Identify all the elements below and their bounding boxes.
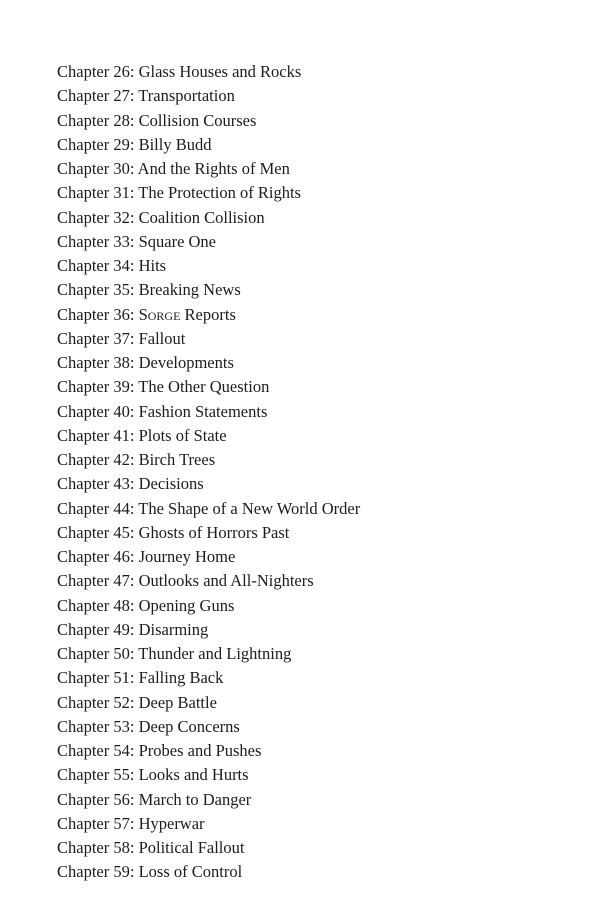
chapter-label: Chapter 47: [57, 571, 135, 591]
toc-entry[interactable] [57, 521, 360, 545]
chapter-label: Chapter 34: [57, 256, 135, 275]
chapter-title: The Other Question [138, 377, 270, 397]
chapter-title: Fashion Statements [138, 401, 268, 421]
toc-entry[interactable] [57, 739, 360, 763]
toc-entry[interactable] [57, 472, 360, 496]
chapter-label: Chapter 39: [57, 377, 135, 397]
toc-entry[interactable] [57, 618, 360, 642]
toc-entry[interactable] [57, 133, 360, 157]
chapter-title: Falling Back [138, 668, 224, 688]
chapter-label: Chapter 40: [57, 401, 135, 421]
chapter-title: Thunder and Lightning [138, 644, 292, 663]
toc-entry[interactable] [57, 642, 360, 666]
chapter-title: Collision Courses [138, 110, 257, 130]
toc-entry[interactable] [57, 788, 360, 812]
chapter-label: Chapter 46: [57, 547, 135, 566]
chapter-label: Chapter 31: [57, 183, 135, 203]
chapter-label: Chapter 48: [57, 595, 135, 615]
toc-entry[interactable] [57, 424, 360, 448]
toc-entry[interactable] [57, 715, 360, 739]
chapter-title [139, 305, 236, 324]
chapter-title: Transportation [138, 86, 235, 106]
chapter-label: Chapter 36: [57, 304, 135, 324]
chapter-label: Chapter 32: [57, 207, 135, 227]
chapter-title: Journey Home [138, 547, 236, 566]
chapter-title: Billy Budd [138, 134, 212, 154]
toc-entry[interactable] [57, 691, 360, 715]
chapter-label: Chapter 52: [57, 692, 135, 712]
chapter-label: Chapter 58: [57, 838, 135, 857]
chapter-label: Chapter 41: [57, 425, 135, 445]
toc-entry[interactable] [57, 812, 360, 836]
chapter-title: Decisions [138, 474, 204, 494]
toc-entry[interactable] [57, 230, 360, 254]
chapter-title: Deep Concerns [138, 716, 240, 736]
chapter-label: Chapter 26: [57, 62, 135, 81]
toc-entry[interactable] [57, 763, 360, 787]
toc-entry[interactable] [57, 569, 360, 593]
chapter-label: Chapter 27: [57, 86, 135, 106]
chapter-title: The Shape of a New World Order [138, 498, 361, 518]
chapter-title: Loss of Control [138, 862, 243, 882]
chapter-title: Looks and Hurts [138, 765, 249, 785]
toc-entry[interactable] [57, 351, 360, 375]
chapter-label: Chapter 59: [57, 862, 135, 882]
chapter-title: Ghosts of Horrors Past [138, 522, 290, 542]
chapter-title: March to Danger [138, 789, 252, 809]
toc-entry[interactable] [57, 836, 360, 860]
chapter-title: Developments [138, 353, 234, 372]
chapter-label: Chapter 44: [57, 498, 135, 518]
toc-entry[interactable] [57, 400, 360, 424]
chapter-title: The Protection of Rights [138, 183, 301, 203]
chapter-label: Chapter 57: [57, 813, 135, 833]
toc-entry[interactable] [57, 545, 360, 569]
chapter-title: Hyperwar [138, 813, 205, 833]
toc-entry[interactable] [57, 60, 360, 84]
chapter-label: Chapter 33: [57, 231, 135, 251]
toc-entry[interactable] [57, 109, 360, 133]
toc-entry[interactable] [57, 157, 360, 181]
chapter-title: Hits [138, 256, 167, 275]
chapter-label: Chapter 30: [57, 159, 135, 178]
chapter-label: Chapter 45: [57, 522, 135, 542]
chapter-title: Deep Battle [138, 692, 217, 712]
chapter-title: Breaking News [138, 280, 241, 300]
chapter-title: Opening Guns [138, 595, 235, 615]
chapter-title-rest: Reports [180, 304, 236, 324]
toc-entry[interactable] [57, 327, 360, 351]
chapter-label: Chapter 49: [57, 619, 135, 639]
toc-entry[interactable] [57, 84, 360, 108]
chapter-title: And the Rights of Men [137, 159, 290, 178]
chapter-title: Probes and Pushes [138, 741, 262, 760]
chapter-title: Fallout [138, 328, 186, 348]
chapter-title: Political Fallout [138, 838, 245, 857]
toc-entry[interactable] [57, 497, 360, 521]
chapter-title: Disarming [138, 619, 209, 639]
table-of-contents [57, 60, 360, 885]
toc-entry[interactable] [57, 666, 360, 690]
toc-entry[interactable] [57, 254, 360, 278]
toc-entry[interactable] [57, 278, 360, 302]
chapter-label: Chapter 56: [57, 789, 135, 809]
toc-entry[interactable] [57, 181, 360, 205]
toc-entry[interactable] [57, 206, 360, 230]
chapter-title: Coalition Collision [138, 207, 265, 227]
toc-entry[interactable] [57, 594, 360, 618]
chapter-title: Birch Trees [138, 450, 216, 469]
toc-entry[interactable] [57, 448, 360, 472]
chapter-label: Chapter 50: [57, 644, 135, 663]
chapter-label: Chapter 38: [57, 353, 135, 372]
chapter-label: Chapter 51: [57, 668, 135, 688]
chapter-title: Outlooks and All-Nighters [138, 571, 314, 591]
chapter-label: Chapter 37: [57, 328, 135, 348]
chapter-label: Chapter 42: [57, 450, 135, 469]
toc-entry[interactable] [57, 375, 360, 399]
chapter-title-small-caps: Sorge [138, 304, 181, 324]
chapter-label: Chapter 43: [57, 474, 135, 494]
chapter-title: Square One [138, 231, 217, 251]
chapter-label: Chapter 53: [57, 716, 135, 736]
chapter-label: Chapter 35: [57, 280, 135, 300]
toc-entry[interactable] [57, 303, 360, 327]
chapter-label: Chapter 54: [57, 741, 135, 760]
chapter-label: Chapter 29: [57, 134, 135, 154]
chapter-title: Plots of State [138, 425, 227, 445]
chapter-label: Chapter 28: [57, 110, 135, 130]
chapter-title: Glass Houses and Rocks [138, 62, 302, 81]
chapter-label: Chapter 55: [57, 765, 135, 785]
toc-entry[interactable] [57, 860, 360, 884]
